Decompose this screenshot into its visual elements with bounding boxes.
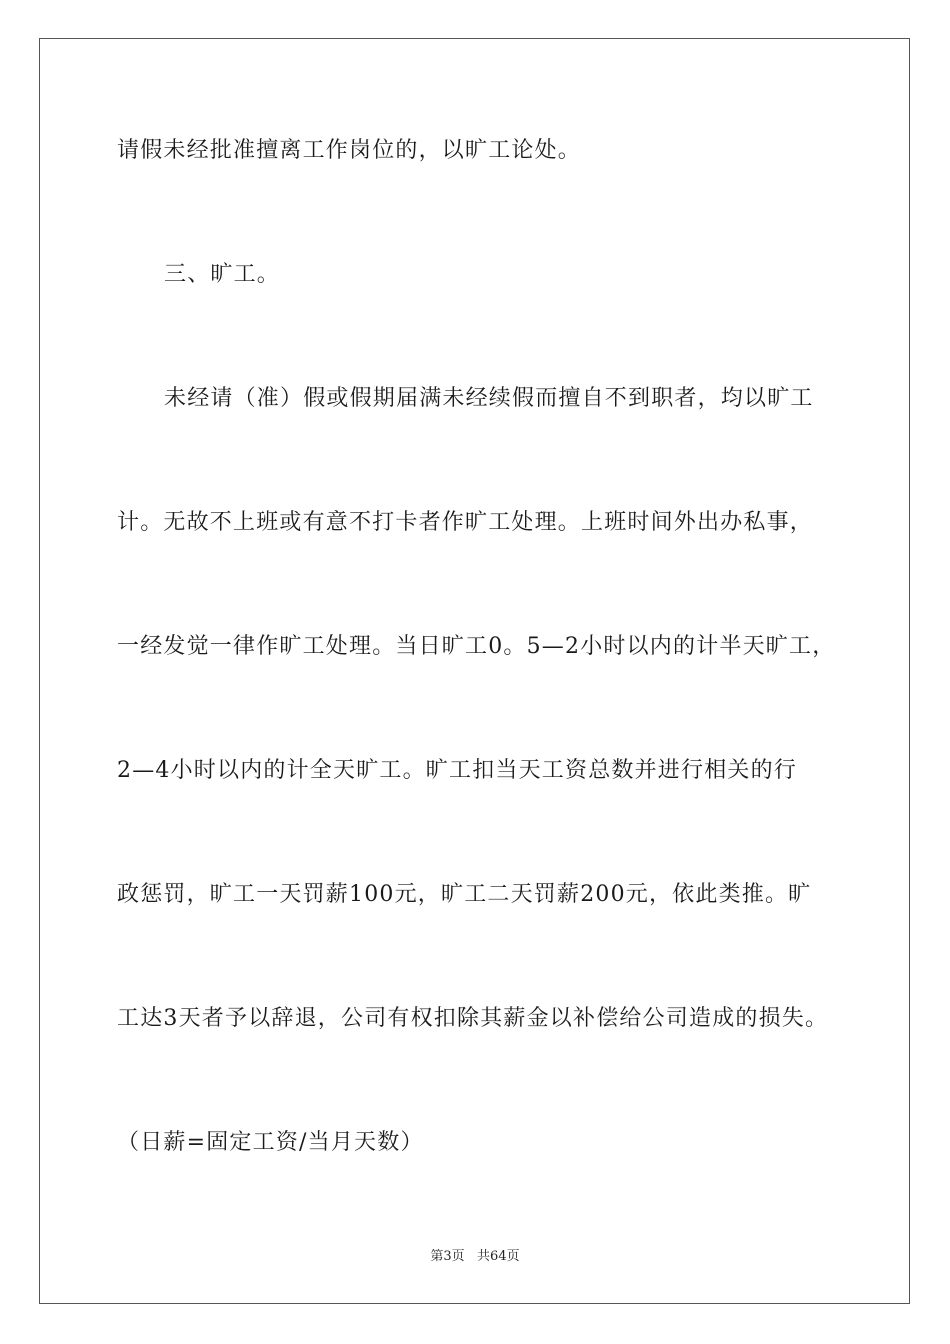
body-line-9: （日薪=固定工资/当月天数）: [117, 1130, 424, 1155]
body-line-1: 请假未经批准擅离工作岗位的，以旷工论处。: [117, 138, 582, 163]
body-line-7: 政惩罚，旷工一天罚薪100元，旷工二天罚薪200元，依此类推。旷: [117, 882, 812, 907]
section-heading: 三、旷工。: [164, 262, 281, 287]
page-border: [39, 38, 910, 1304]
page-number-footer: 第3页 共64页: [430, 1249, 520, 1264]
body-line-4: 计。无故不上班或有意不打卡者作旷工处理。上班时间外出办私事，: [117, 510, 814, 535]
body-line-5: 一经发觉一律作旷工处理。当日旷工0。5—2小时以内的计半天旷工，: [117, 634, 836, 659]
body-line-3: 未经请（准）假或假期届满未经续假而擅自不到职者，均以旷工: [164, 386, 814, 411]
body-line-6: 2—4小时以内的计全天旷工。旷工扣当天工资总数并进行相关的行: [117, 758, 797, 783]
body-line-8: 工达3天者予以辞退，公司有权扣除其薪金以补偿给公司造成的损失。: [117, 1006, 829, 1031]
